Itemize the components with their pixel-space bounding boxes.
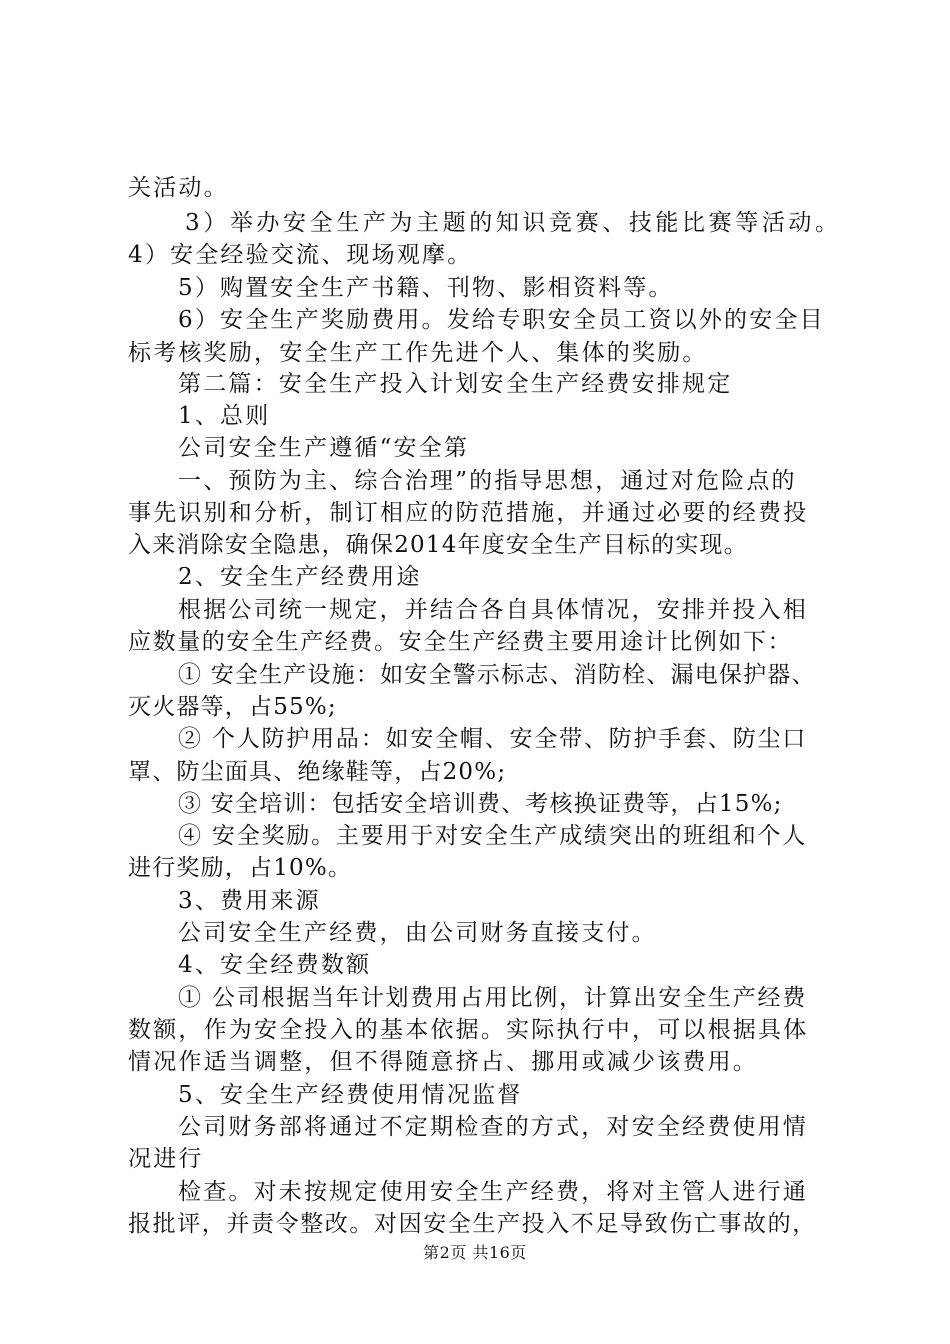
text-line: 进行奖励，占10%。 (128, 855, 353, 881)
text-line: 4）安全经验交流、现场观摩。 (128, 242, 473, 268)
text-line: 检查。对未按规定使用安全生产经费，将对主管人进行通 (178, 1179, 808, 1205)
section-heading: 1、总则 (178, 403, 271, 429)
text-line: 入来消除安全隐患，确保2014年度安全生产目标的实现。 (128, 532, 748, 558)
section-heading: 第二篇：安全生产投入计划安全生产经费安排规定 (178, 371, 733, 397)
text-line: ① 公司根据当年计划费用占用比例，计算出安全生产经费 (178, 985, 808, 1011)
text-line: ② 个人防护用品：如安全帽、安全带、防护手套、防尘口 (178, 726, 808, 752)
text-line: 标考核奖励，安全生产工作先进个人、集体的奖励。 (128, 340, 708, 366)
text-line: 3）举办安全生产为主题的知识竞赛、技能比赛等活动。 (185, 210, 842, 236)
text-line: 根据公司统一规定，并结合各自具体情况，安排并投入相 (178, 597, 808, 623)
text-line: 公司财务部将通过不定期检查的方式，对安全经费使用情 (178, 1114, 808, 1140)
text-line: 6）安全生产奖励费用。发给专职安全员工资以外的安全目 (178, 307, 825, 333)
section-heading: 5、安全生产经费使用情况监督 (178, 1082, 523, 1108)
text-line: ① 安全生产设施：如安全警示标志、消防栓、漏电保护器、 (178, 662, 816, 688)
text-line: 情况作适当调整，但不得随意挤占、挪用或减少该费用。 (128, 1049, 758, 1075)
text-line: 关活动。 (128, 175, 229, 201)
text-line: 事先识别和分析，制订相应的防范措施，并通过必要的经费投 (128, 500, 809, 526)
text-line: ③ 安全培训：包括安全培训费、考核换证费等，占15%; (178, 791, 783, 817)
text-line: 况进行 (128, 1146, 204, 1172)
text-line: 数额，作为安全投入的基本依据。实际执行中，可以根据具体 (128, 1017, 809, 1043)
text-line: 灭火器等，占55%; (128, 694, 337, 720)
section-heading: 3、费用来源 (178, 888, 321, 914)
text-line: 公司安全生产经费，由公司财务直接支付。 (178, 920, 657, 946)
text-line: 一、预防为主、综合治理”的指导思想，通过对危险点的 (178, 468, 797, 494)
text-line: 5）购置安全生产书籍、刊物、影相资料等。 (178, 275, 674, 301)
text-line: 应数量的安全生产经费。安全生产经费主要用途计比例如下： (128, 629, 793, 655)
section-heading: 4、安全经费数额 (178, 952, 372, 978)
text-line: 公司安全生产遵循“安全第 (178, 435, 470, 461)
text-line: 罩、防尘面具、绝缘鞋等，占20%; (128, 759, 507, 785)
section-heading: 2、安全生产经费用途 (178, 564, 422, 590)
text-line: ④ 安全奖励。主要用于对安全生产成绩突出的班组和个人 (178, 823, 808, 849)
page-number: 第2页 共16页 (423, 1243, 527, 1262)
text-line: 报批评，并责令整改。对因安全生产投入不足导致伤亡事故的， (128, 1211, 817, 1237)
